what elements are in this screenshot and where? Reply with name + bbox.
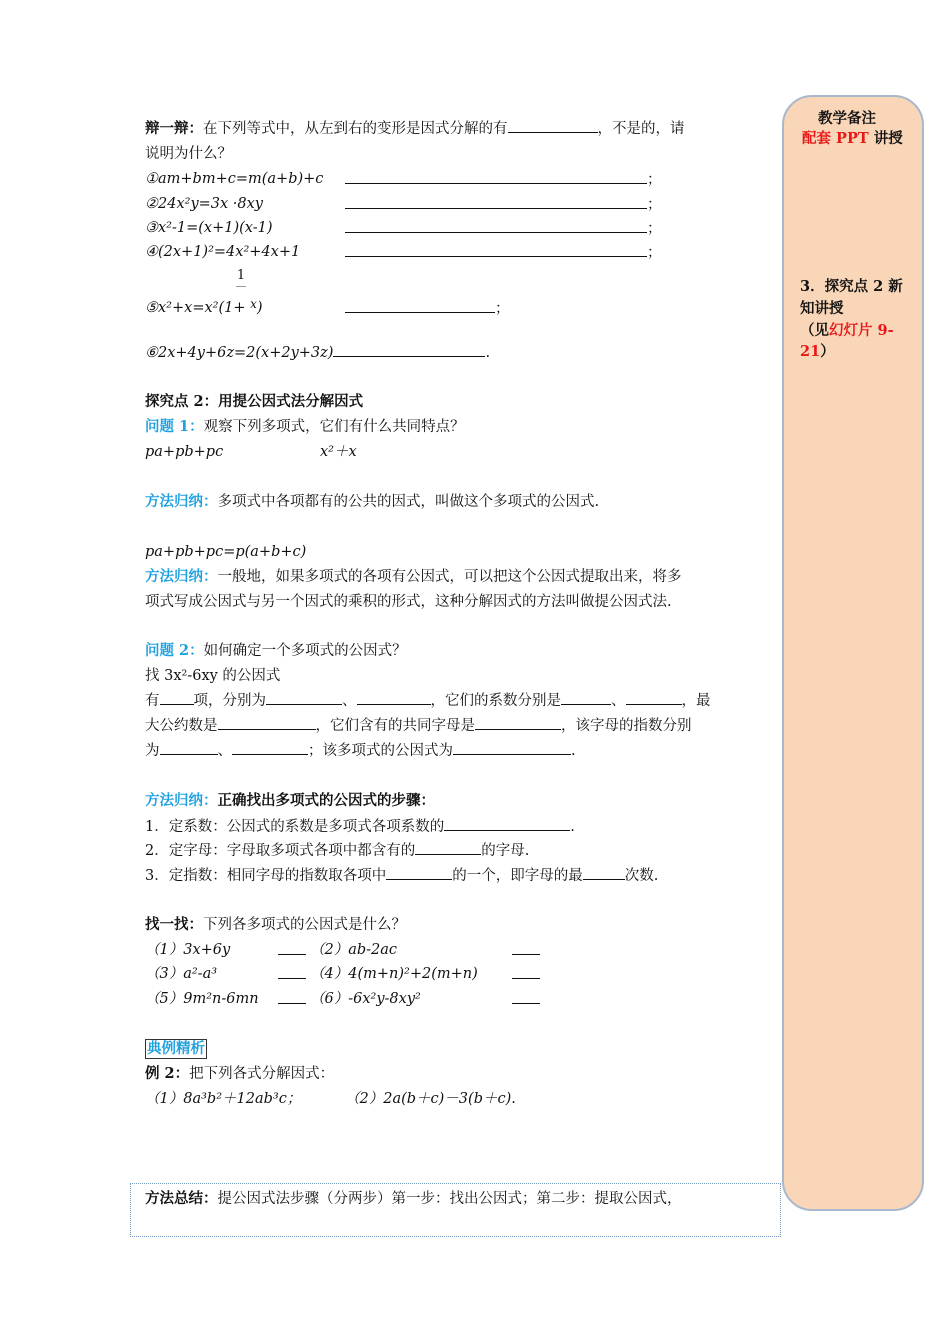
debate-label: 辩一辩： <box>145 120 203 137</box>
equation-2: ②24x²y=3x ·8xy <box>145 196 263 212</box>
equation-1: ①am+bm+c=m(a+b)+c <box>145 171 324 187</box>
find-blank-4[interactable] <box>512 964 540 985</box>
find-item-3: （3）a²-a³ <box>145 966 218 982</box>
poly-1: pa+pb+pc <box>145 444 224 460</box>
example-part-2: （2）2a(b＋c)－3(b＋c). <box>345 1091 516 1107</box>
answer-line-1[interactable]: ； <box>345 169 662 190</box>
find-common-factor: 找 3x²-6xy 的公因式 <box>145 668 281 684</box>
sidebar-ppt: 配套 PPT 讲授 <box>802 130 903 147</box>
fraction-numerator: 1 <box>236 266 246 287</box>
equation-6: ⑥2x+4y+6z=2(x+2y+3z) . <box>145 342 490 363</box>
find-item-5: （5）9m²n-6mn <box>145 991 259 1007</box>
answer-line-3[interactable]: ； <box>345 218 662 239</box>
find-heading: 找一找：下列各多项式的公因式是什么？ <box>145 916 406 933</box>
method-summary: 方法总结：提公因式法步骤（分两步）第一步：找出公因式；第二步：提取公因式， <box>145 1190 682 1207</box>
find-blank-1[interactable] <box>278 940 306 961</box>
sidebar-note-1: 3．探究点 2 新 <box>800 278 903 295</box>
sidebar-note-2: 知讲授 <box>800 300 844 317</box>
fill-line-3: 为 、 ；该多项式的公因式为 . <box>145 740 576 761</box>
method-3: 方法归纳：正确找出多项式的公因式的步骤： <box>145 792 435 809</box>
step-2: 2．定字母：字母取多项式各项中都含有的 的字母. <box>145 840 529 861</box>
fill-line-2: 大公约数是 ，它们含有的共同字母是 ，该字母的指数分别 <box>145 715 692 736</box>
equation-3: ③x²-1=(x+1)(x-1) <box>145 220 273 236</box>
find-blank-3[interactable] <box>278 964 306 985</box>
question-1: 问题 1：观察下列多项式，它们有什么共同特点？ <box>145 418 465 435</box>
answer-line-5[interactable]: ； <box>345 298 510 319</box>
example-heading: 例 2：把下列各式分解因式： <box>145 1065 335 1082</box>
example-part-1: （1）8a³b²＋12ab³c； <box>145 1091 302 1107</box>
find-item-4: （4）4(m+n)²+2(m+n) <box>310 966 478 982</box>
find-item-1: （1）3x+6y <box>145 942 231 958</box>
find-blank-2[interactable] <box>512 940 540 961</box>
answer-line-4[interactable]: ； <box>345 242 662 263</box>
method-2: 方法归纳：一般地，如果多项式的各项有公因式，可以把这个公因式提取出来，将多 <box>145 568 682 585</box>
equation-common: pa+pb+pc=p(a+b+c) <box>145 544 307 560</box>
find-blank-5[interactable] <box>278 989 306 1010</box>
find-item-2: （2）ab-2ac <box>310 942 398 958</box>
sidebar-title: 教学备注 <box>818 110 876 127</box>
step-1: 1．定系数：公因式的系数是多项式各项系数的 . <box>145 816 575 837</box>
debate-line2: 说明为什么？ <box>145 146 232 162</box>
section-title: 探究点 2：用提公因式法分解因式 <box>145 393 364 410</box>
debate-intro <box>145 118 685 139</box>
method-2-cont: 项式写成公因式与另一个因式的乘积的形式，这种分解因式的方法叫做提公因式法. <box>145 594 672 610</box>
example-tag: 典例精析 <box>147 1040 205 1057</box>
equation-5: ⑤x²+x=x²(1+ $^x$) <box>145 297 263 316</box>
find-blank-6[interactable] <box>512 989 540 1010</box>
answer-line-2[interactable]: ； <box>345 194 662 215</box>
question-2: 问题 2：如何确定一个多项式的公因式？ <box>145 642 407 659</box>
debate-text: 在下列等式中，从左到右的变形是因式分解的有 <box>203 121 508 137</box>
debate-text2: ，不是的，请 <box>597 121 685 137</box>
equation-4: ④(2x+1)²=4x²+4x+1 <box>145 244 301 260</box>
method-1: 方法归纳：多项式中各项都有的公共的因式，叫做这个多项式的公因式. <box>145 493 600 510</box>
sidebar-note-3: （见幻灯片 9- <box>800 322 894 339</box>
answer-blank[interactable] <box>508 118 598 133</box>
step-3: 3．定指数：相同字母的指数取各项中 的一个，即字母的最 次数. <box>145 865 658 886</box>
fill-line-1: 有 项，分别为 、 ，它们的系数分别是 、 ，最 <box>145 690 711 711</box>
poly-2: x²＋x <box>320 444 357 460</box>
find-item-6: （6）-6x²y-8xy² <box>310 991 421 1007</box>
sidebar-note-4: 21） <box>800 343 835 360</box>
teaching-notes-sidebar <box>782 95 924 1211</box>
answer-blank-6[interactable] <box>333 342 485 357</box>
